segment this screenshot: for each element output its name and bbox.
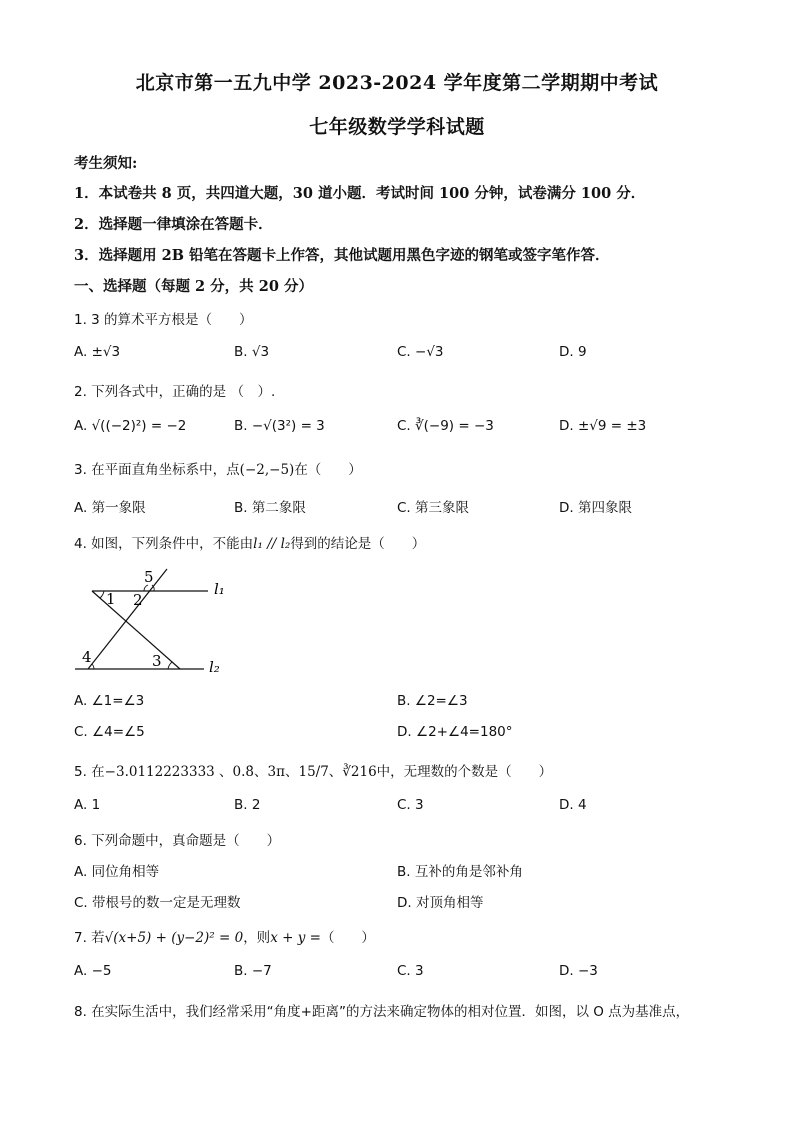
exam-title: 北京市第一五九中学 2023-2024 学年度第二学期期中考试	[135, 72, 659, 94]
q3-option-a[interactable]: A. 第一象限	[74, 500, 146, 516]
q7-option-b[interactable]: B. −7	[234, 963, 272, 979]
q6-option-a[interactable]: A. 同位角相等	[74, 864, 160, 880]
q4-stem	[74, 532, 425, 552]
angle3-label: 3	[152, 652, 162, 670]
q7-condition: √(x+5) + (y−2)² = 0	[104, 930, 244, 946]
q3-stem	[74, 458, 362, 478]
q7-option-d[interactable]: D. −3	[559, 963, 598, 979]
angle3-arc	[168, 662, 172, 669]
q2-option-d[interactable]: D. ±√9 = ±3	[559, 418, 647, 434]
q8-stem: 8. 在实际生活中，我们经常采用“角度+距离”的方法来确定物体的相对位置．如图，以 O 点为基准点，	[74, 1004, 690, 1020]
l2-label: l₂	[209, 658, 220, 676]
angle5-label: 5	[144, 568, 154, 586]
q5-numbers: −3.0112223333 、0.8̇、3π、15/7、∛216	[104, 764, 377, 780]
q3-point: (−2,−5)	[239, 462, 295, 478]
q2-option-c[interactable]: C. ∛(−9) = −3	[397, 418, 494, 434]
q7-option-c[interactable]: C. 3	[397, 963, 424, 979]
q2-option-a[interactable]: A. √((−2)²) = −2	[74, 418, 187, 434]
angle4-label: 4	[82, 648, 92, 666]
angle2-label: 2	[133, 591, 143, 609]
q5-stem	[74, 760, 552, 780]
q1-option-c[interactable]: C. −√3	[397, 344, 444, 360]
q3-stem-pre: 3. 在平面直角坐标系中，点	[74, 462, 240, 478]
q7-stem	[74, 926, 375, 946]
exam-subtitle: 七年级数学学科试题	[309, 116, 485, 138]
angle1-label: 1	[106, 590, 116, 608]
q7-stem-pre: 7. 若	[74, 930, 105, 946]
q1-stem: 1. 3 的算术平方根是（ ）	[74, 312, 253, 328]
notice-heading: 考生须知:	[74, 155, 138, 172]
q2-stem: 2. 下列各式中，正确的是 （ ）.	[74, 384, 276, 400]
q1-option-a[interactable]: A. ±√3	[74, 344, 121, 360]
q2-option-b[interactable]: B. −√(3²) = 3	[234, 418, 325, 434]
q3-option-b[interactable]: B. 第二象限	[234, 500, 306, 516]
q4-option-b[interactable]: B. ∠2=∠3	[397, 693, 468, 709]
parallel-lines-figure	[70, 563, 240, 678]
section-heading: 一、选择题（每题 2 分，共 20 分）	[74, 278, 313, 295]
q7-stem-mid: ，则	[243, 930, 271, 946]
q4-stem-math: l₁ // l₂	[253, 536, 291, 552]
q6-option-c[interactable]: C. 带根号的数一定是无理数	[74, 895, 241, 911]
q4-option-c[interactable]: C. ∠4=∠5	[74, 724, 145, 740]
q5-option-a[interactable]: A. 1	[74, 797, 101, 813]
q1-option-b[interactable]: B. √3	[234, 344, 270, 360]
notice-item-3: 3．选择题用 2B 铅笔在答题卡上作答，其他试题用黑色字迹的钢笔或签字笔作答．	[74, 247, 610, 264]
q7-target: x + y =	[270, 930, 321, 946]
q4-option-d[interactable]: D. ∠2+∠4=180°	[397, 724, 513, 740]
q5-stem-pre: 5. 在	[74, 764, 105, 780]
q5-stem-post: 中，无理数的个数是（ ）	[376, 764, 553, 780]
q4-stem-post: 得到的结论是（ ）	[290, 536, 426, 552]
notice-item-2: 2．选择题一律填涂在答题卡．	[74, 216, 273, 233]
angle1-arc	[100, 591, 104, 598]
q5-option-b[interactable]: B. 2	[234, 797, 261, 813]
q6-stem: 6. 下列命题中，真命题是（ ）	[74, 833, 281, 849]
angle4-arc	[92, 664, 94, 669]
notice-item-1: 1．本试卷共 8 页，共四道大题，30 道小题．考试时间 100 分钟，试卷满分 100 分．	[74, 185, 646, 202]
q3-option-c[interactable]: C. 第三象限	[397, 500, 470, 516]
q7-stem-post: （ ）	[320, 930, 375, 946]
q4-option-a[interactable]: A. ∠1=∠3	[74, 693, 145, 709]
q7-option-a[interactable]: A. −5	[74, 963, 112, 979]
q6-option-b[interactable]: B. 互补的角是邻补角	[397, 864, 523, 880]
q1-option-d[interactable]: D. 9	[559, 344, 587, 360]
q3-stem-post: 在（ ）	[294, 462, 362, 478]
q6-option-d[interactable]: D. 对顶角相等	[397, 895, 484, 911]
q5-option-d[interactable]: D. 4	[559, 797, 587, 813]
l1-label: l₁	[214, 580, 225, 598]
q3-option-d[interactable]: D. 第四象限	[559, 500, 632, 516]
q4-stem-pre: 4. 如图，下列条件中，不能由	[74, 536, 254, 552]
q5-option-c[interactable]: C. 3	[397, 797, 424, 813]
